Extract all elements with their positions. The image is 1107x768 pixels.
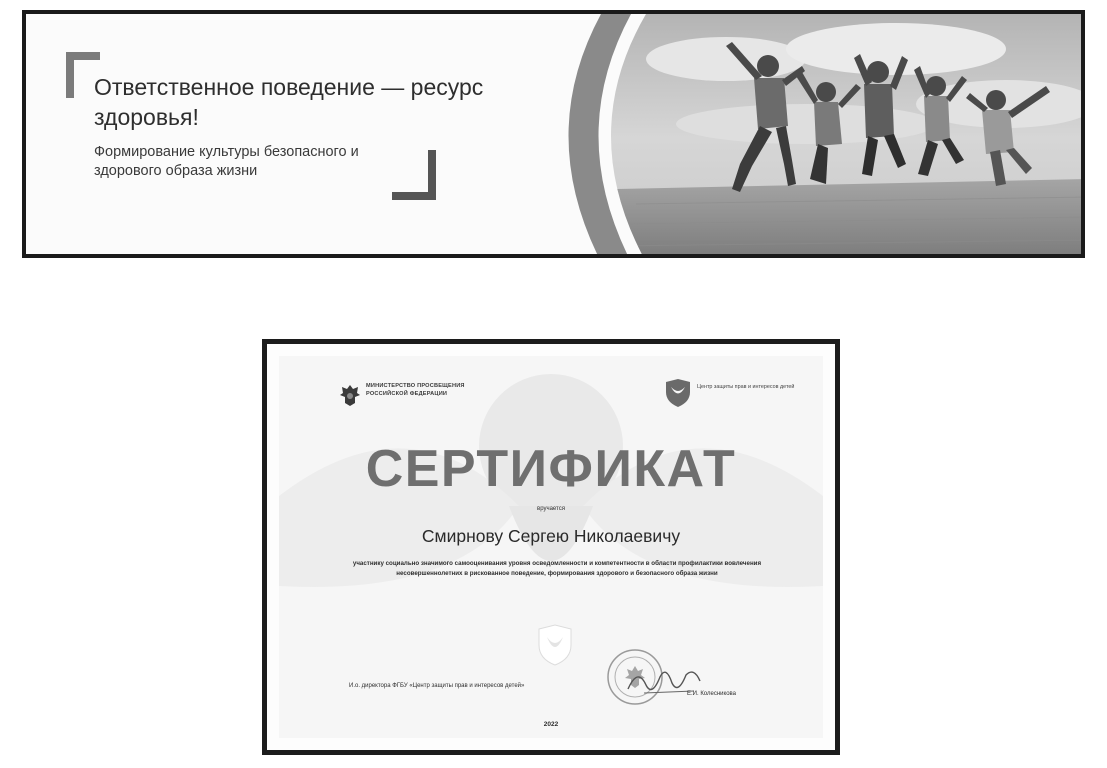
signatory-role: И.о. директора ФГБУ «Центр защиты прав и интересов детей» [349, 683, 525, 689]
banner-title: Ответственное поведение — ресурс здоровья! [94, 74, 484, 130]
center-shield-logo-icon [663, 378, 693, 408]
awarded-label: вручается [537, 506, 565, 512]
double-headed-eagle-emblem-icon [339, 383, 361, 407]
recipient-name: Смирнову Сергею Николаевичу [421, 526, 681, 546]
certificate-year: 2022 [543, 721, 559, 728]
center-shield-emblem-icon [535, 623, 575, 667]
certificate [279, 356, 823, 738]
banner-text-block [26, 14, 546, 254]
jumping-people-photo [526, 14, 1085, 258]
banner [22, 10, 1085, 258]
center-name: Центр защиты прав и интересов детей [697, 384, 795, 390]
banner-subtitle: Формирование культуры безопасного и здорового образа жизни [94, 144, 359, 179]
corner-bracket-bottom-right-icon [392, 150, 436, 200]
ministry-name: МИНИСТЕРСТВО ПРОСВЕЩЕНИЯ РОССИЙСКОЙ ФЕДЕРАЦИИ [366, 383, 465, 397]
certificate-title: СЕРТИФИКАТ [365, 440, 737, 498]
certificate-description: участнику социально значимого самооценивания уровня осведомленности и компетентности в области профилактики вовлечения несовершеннолетних в рискованное поведение, формирования здорового и безопасного образа жизни [352, 560, 762, 577]
certificate-background-shapes [279, 356, 823, 738]
signatory-name: Е.И. Колесникова [687, 691, 737, 697]
certificate-frame [262, 339, 840, 755]
